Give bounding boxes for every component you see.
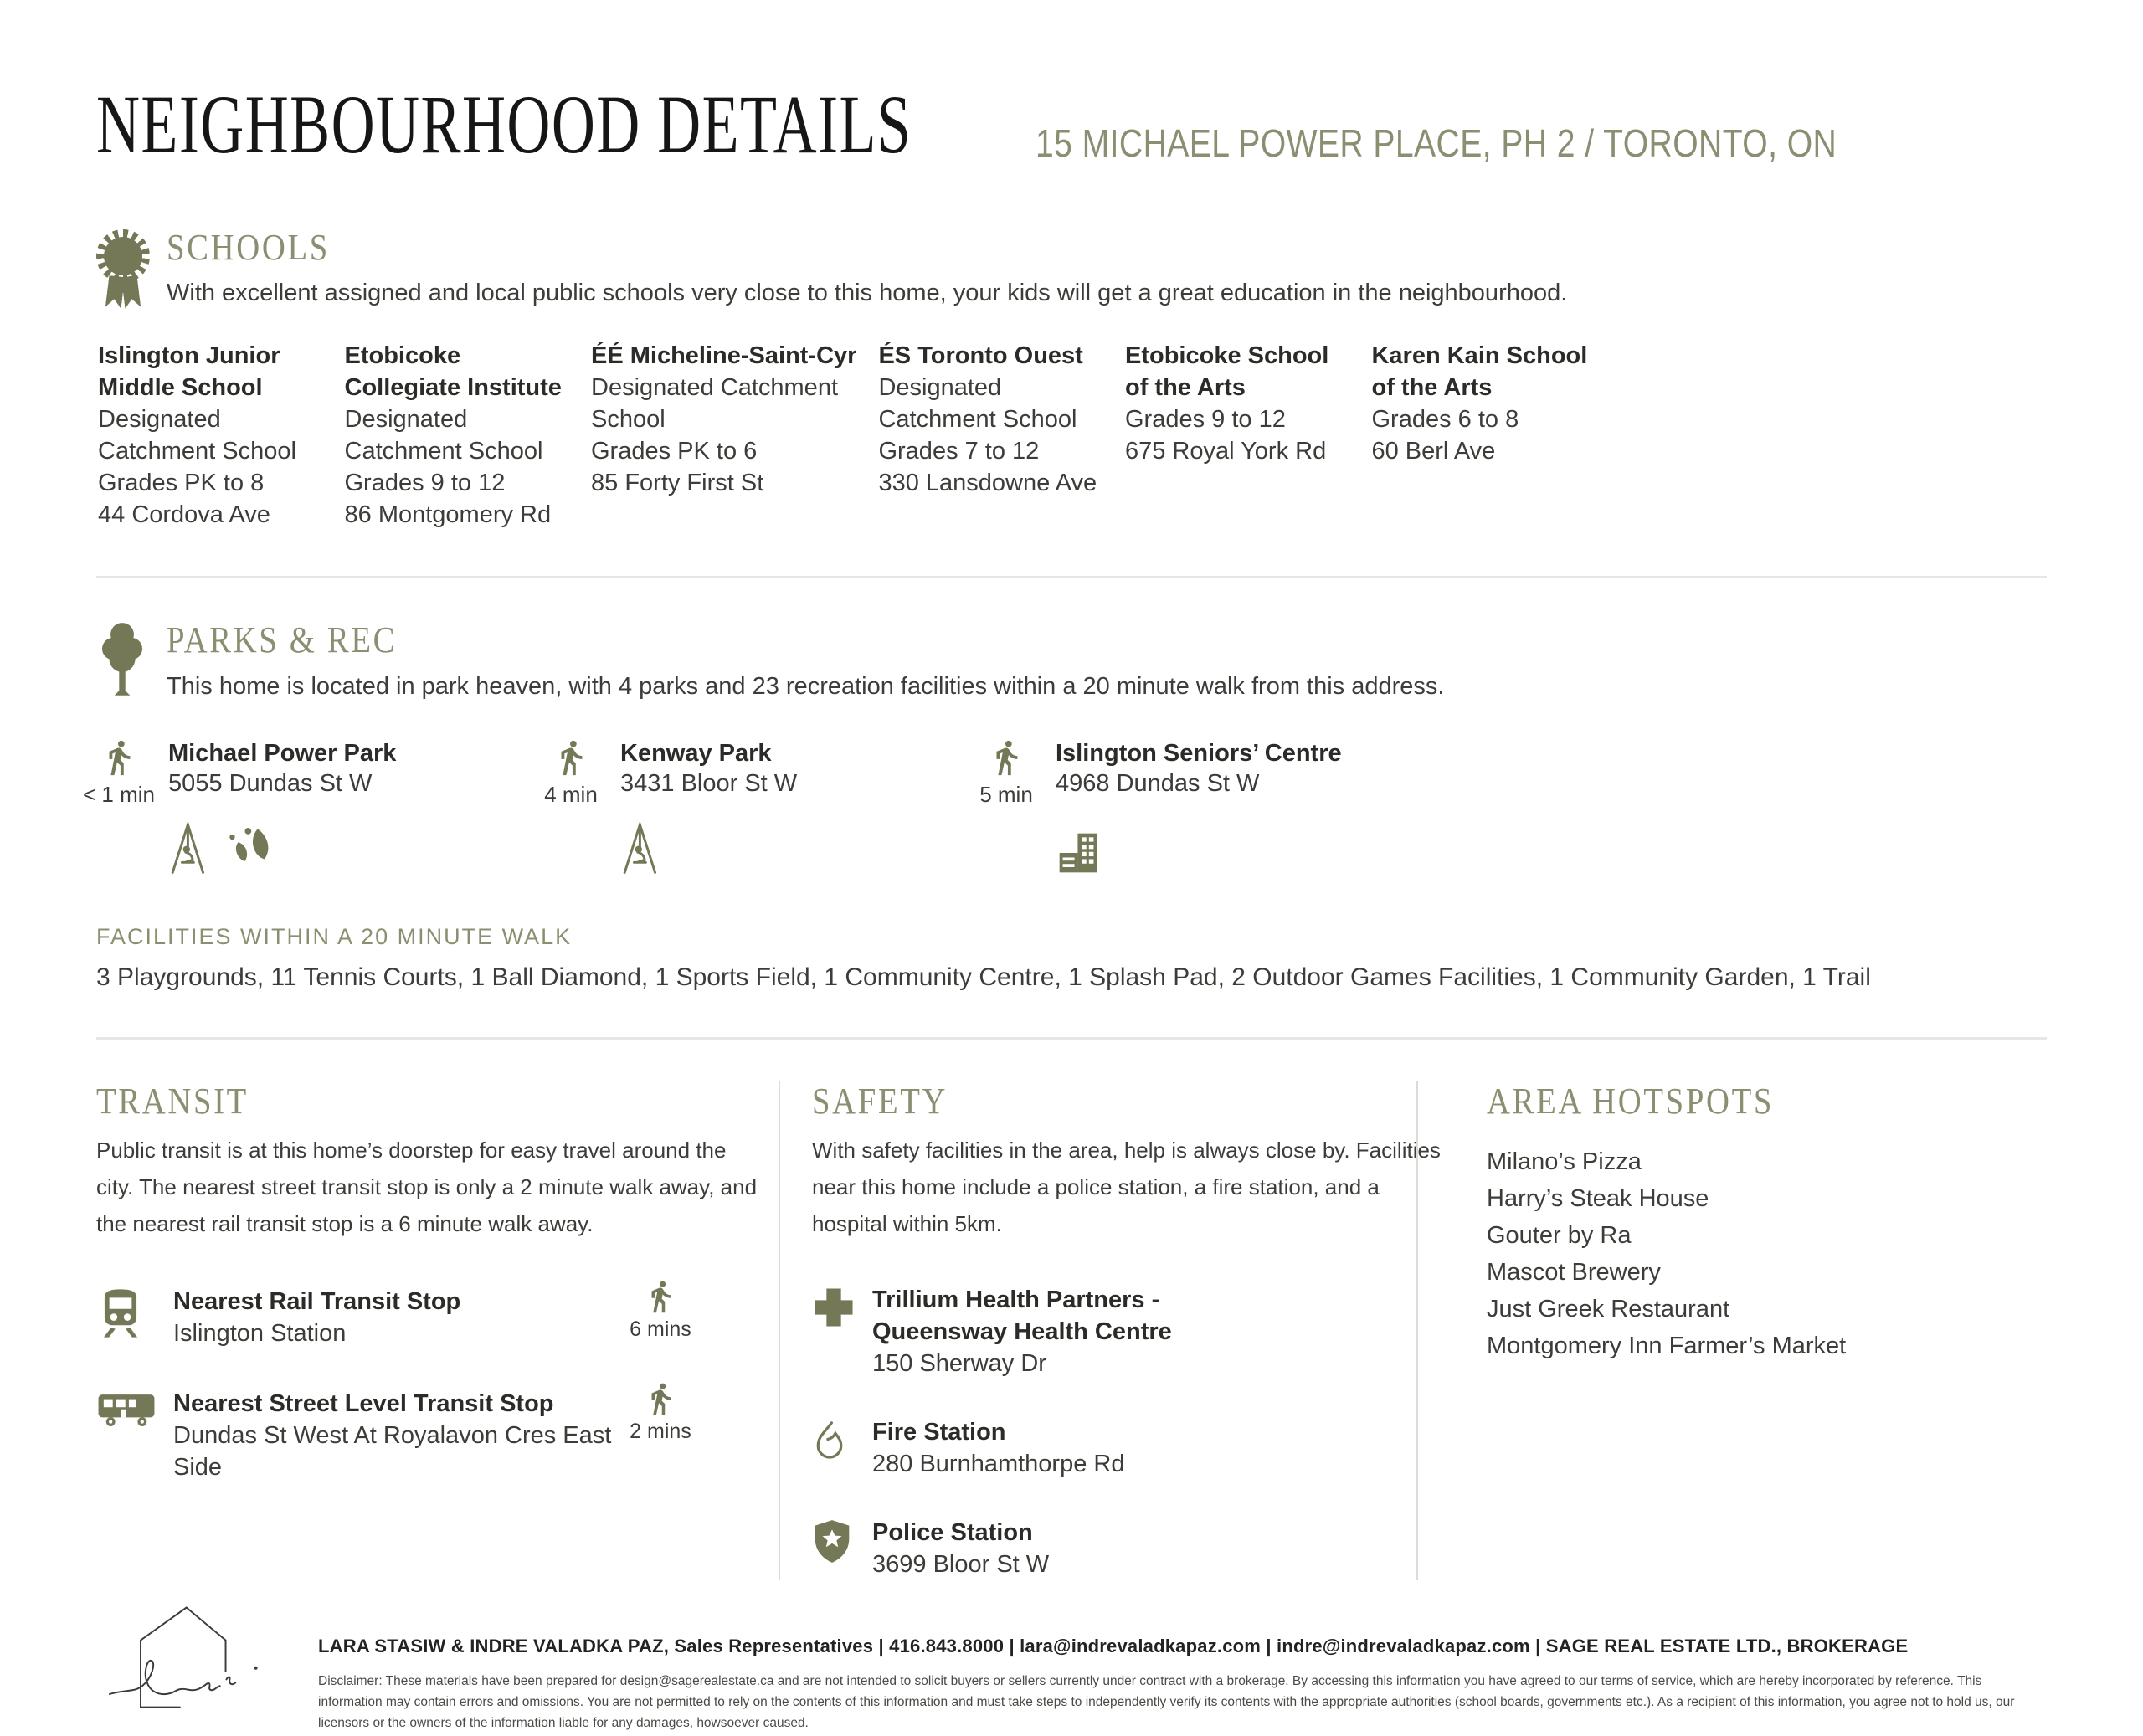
school-detail: 85 Forty First St xyxy=(591,470,764,497)
safety-item xyxy=(812,1517,1416,1580)
walk-time: 6 mins xyxy=(630,1317,691,1342)
bottom-columns xyxy=(96,1081,2047,1580)
school-detail: Designated Catchment School xyxy=(98,406,296,465)
hotspot-item: Harry’s Steak House xyxy=(1487,1185,1709,1213)
stop-title: Nearest Rail Transit Stop xyxy=(173,1288,461,1316)
walk-time: 5 min xyxy=(979,781,1033,807)
school-name: ÉS Toronto Ouest xyxy=(878,342,1083,370)
walk-time: 4 min xyxy=(544,781,598,807)
school-detail: 60 Berl Ave xyxy=(1371,438,1496,465)
disclaimer-text: Disclaimer: These materials have been prepared for design@sagerealestate.ca and are not intended to solicit buyers or sellers currently under contract with a brokerage. By accessing this information you have agreed to our terms of service, which are hereby incorporated by reference. This information may contain errors and omissions. You are not permitted to rely on the contents of this information and must take steps to independently verify its contents with the appropriate authorities (school boards, governments etc.). As a recipient of this information, you agree not to hold us, our licensors or the owners of the information liable for any damages, howsoever caused. xyxy=(318,1674,2015,1731)
safety-name: Police Station xyxy=(872,1519,1033,1547)
safety-address: 3699 Bloor St W xyxy=(872,1551,1050,1579)
park-name: Islington Seniors’ Centre xyxy=(1056,739,1342,767)
header xyxy=(96,80,2047,174)
walking-person-icon xyxy=(643,1381,678,1416)
schools-grid xyxy=(98,340,1596,531)
hotspot-item: Gouter by Ra xyxy=(1487,1222,1632,1250)
fire-flame-icon xyxy=(812,1420,847,1466)
school-detail: Designated Catchment School xyxy=(591,374,838,434)
parks-section xyxy=(83,619,2047,991)
safety-name: Fire Station xyxy=(872,1419,1006,1446)
school-detail: 675 Royal York Rd xyxy=(1124,438,1327,465)
park-address: 3431 Bloor St W xyxy=(620,769,798,797)
safety-address: 280 Burnhamthorpe Rd xyxy=(872,1451,1125,1478)
tree-icon xyxy=(96,620,148,701)
safety-heading: SAFETY xyxy=(812,1080,948,1122)
school-detail: Grades 6 to 8 xyxy=(1371,406,1519,434)
park-item xyxy=(979,738,1452,876)
school-card xyxy=(878,340,1103,531)
bus-icon xyxy=(96,1391,157,1430)
stop-title: Nearest Street Level Transit Stop xyxy=(173,1390,554,1418)
school-card xyxy=(1125,340,1350,531)
facilities-text: 3 Playgrounds, 11 Tennis Courts, 1 Ball Diamond, 1 Sports Field, 1 Community Centre, 1 Splash Pad, 2 Outdoor Games Facilities, 1 Community Garden, 1 Trail xyxy=(96,963,1871,991)
playground-icon xyxy=(168,820,212,876)
transit-stop xyxy=(96,1388,699,1483)
school-detail: Grades 9 to 12 xyxy=(1124,406,1286,434)
school-detail: Grades 9 to 12 xyxy=(344,470,506,497)
school-card xyxy=(1371,340,1596,531)
walking-person-icon xyxy=(987,738,1025,777)
school-detail: 44 Cordova Ave xyxy=(98,501,270,529)
stop-name: Islington Station xyxy=(173,1320,347,1348)
school-card xyxy=(591,340,856,531)
walking-person-icon xyxy=(100,738,138,777)
walking-person-icon xyxy=(552,738,590,777)
school-name: Etobicoke School of the Arts xyxy=(1124,342,1329,402)
police-shield-icon xyxy=(812,1518,852,1565)
school-detail: 330 Lansdowne Ave xyxy=(878,470,1097,497)
safety-description: With safety facilities in the area, help is always close by. Facilities near this home include a police station, a fire station, and a hospital within 5km. xyxy=(812,1138,1441,1237)
school-detail: Grades 7 to 12 xyxy=(878,438,1040,465)
safety-address: 150 Sherway Dr xyxy=(872,1350,1046,1378)
hotspot-item: Milano’s Pizza xyxy=(1487,1148,1642,1176)
school-name: Islington Junior Middle School xyxy=(98,342,280,402)
transit-stop xyxy=(96,1286,699,1349)
hotspot-item: Just Greek Restaurant xyxy=(1487,1296,1730,1323)
train-icon xyxy=(96,1287,145,1339)
parks-row xyxy=(83,738,2047,876)
schools-description: With excellent assigned and local public schools very close to this home, your kids will get a great education in the neighbourhood. xyxy=(167,280,1568,307)
hotspot-item: Mascot Brewery xyxy=(1487,1259,1661,1287)
award-ribbon-icon xyxy=(96,229,150,310)
school-name: ÉÉ Micheline-Saint-Cyr xyxy=(591,342,857,370)
park-item xyxy=(544,738,984,876)
section-divider xyxy=(96,576,2047,578)
playground-icon xyxy=(620,820,664,876)
school-card xyxy=(345,340,570,531)
hotspots-heading: AREA HOTSPOTS xyxy=(1487,1080,1775,1122)
walking-person-icon xyxy=(643,1279,678,1314)
page-title: NEIGHBOURHOOD DETAILS xyxy=(96,78,912,171)
parks-heading: PARKS & REC xyxy=(167,619,398,661)
hotspot-item: Montgomery Inn Farmer’s Market xyxy=(1487,1333,1847,1360)
transit-description: Public transit is at this home’s doorstep for easy travel around the city. The nearest street transit stop is only a 2 minute walk away, and the nearest rail transit stop is a 6 minute walk away. xyxy=(96,1138,758,1237)
page-subtitle: 15 MICHAEL POWER PLACE, PH 2 / TORONTO, ON xyxy=(1036,121,1837,165)
park-name: Michael Power Park xyxy=(168,739,397,767)
hospital-cross-icon xyxy=(812,1286,856,1329)
brokerage-logo xyxy=(106,1602,278,1718)
safety-section xyxy=(779,1080,1441,1580)
community-centre-icon xyxy=(1056,830,1102,876)
safety-item xyxy=(812,1284,1416,1379)
agent-contact-line: LARA STASIW & INDRE VALADKA PAZ, Sales Representatives | 416.843.8000 | lara@indrevaladkapaz.com | indre@indrevaladkapaz.com | SAGE REAL ESTATE LTD., BROKERAGE xyxy=(318,1636,1909,1657)
park-address: 5055 Dundas St W xyxy=(168,769,373,797)
walk-time: 2 mins xyxy=(630,1420,691,1444)
school-detail: 86 Montgomery Rd xyxy=(344,501,552,529)
school-name: Etobicoke Collegiate Institute xyxy=(344,342,562,402)
facilities-block xyxy=(96,924,2047,992)
park-address: 4968 Dundas St W xyxy=(1056,769,1260,797)
transit-section xyxy=(96,1081,779,1580)
walk-time: < 1 min xyxy=(83,781,155,807)
school-detail: Designated Catchment School xyxy=(344,406,543,465)
section-divider xyxy=(96,1037,2047,1040)
safety-name: Trillium Health Partners - Queensway Health Centre xyxy=(872,1287,1172,1346)
transit-heading: TRANSIT xyxy=(96,1080,249,1122)
hotspots-section xyxy=(1416,1081,2047,1580)
hotspot-list xyxy=(1487,1143,2047,1364)
footer xyxy=(96,1602,2047,1733)
stop-name: Dundas St West At Royalavon Cres East Side xyxy=(173,1422,612,1482)
school-card xyxy=(98,340,323,531)
school-detail: Grades PK to 6 xyxy=(591,438,758,465)
school-name: Karen Kain School of the Arts xyxy=(1371,342,1588,402)
safety-item xyxy=(812,1416,1416,1480)
school-detail: Designated Catchment School xyxy=(878,374,1077,434)
flyer-page xyxy=(0,80,2143,1736)
park-item xyxy=(83,738,548,876)
school-detail: Grades PK to 8 xyxy=(98,470,265,497)
schools-section xyxy=(96,228,2047,531)
splash-pad-icon xyxy=(225,824,275,876)
facilities-heading: FACILITIES WITHIN A 20 MINUTE WALK xyxy=(96,923,573,949)
parks-description: This home is located in park heaven, with 4 parks and 23 recreation facilities within a 20 minute walk from this address. xyxy=(167,672,1445,700)
park-name: Kenway Park xyxy=(620,739,772,767)
schools-heading: SCHOOLS xyxy=(167,227,330,268)
